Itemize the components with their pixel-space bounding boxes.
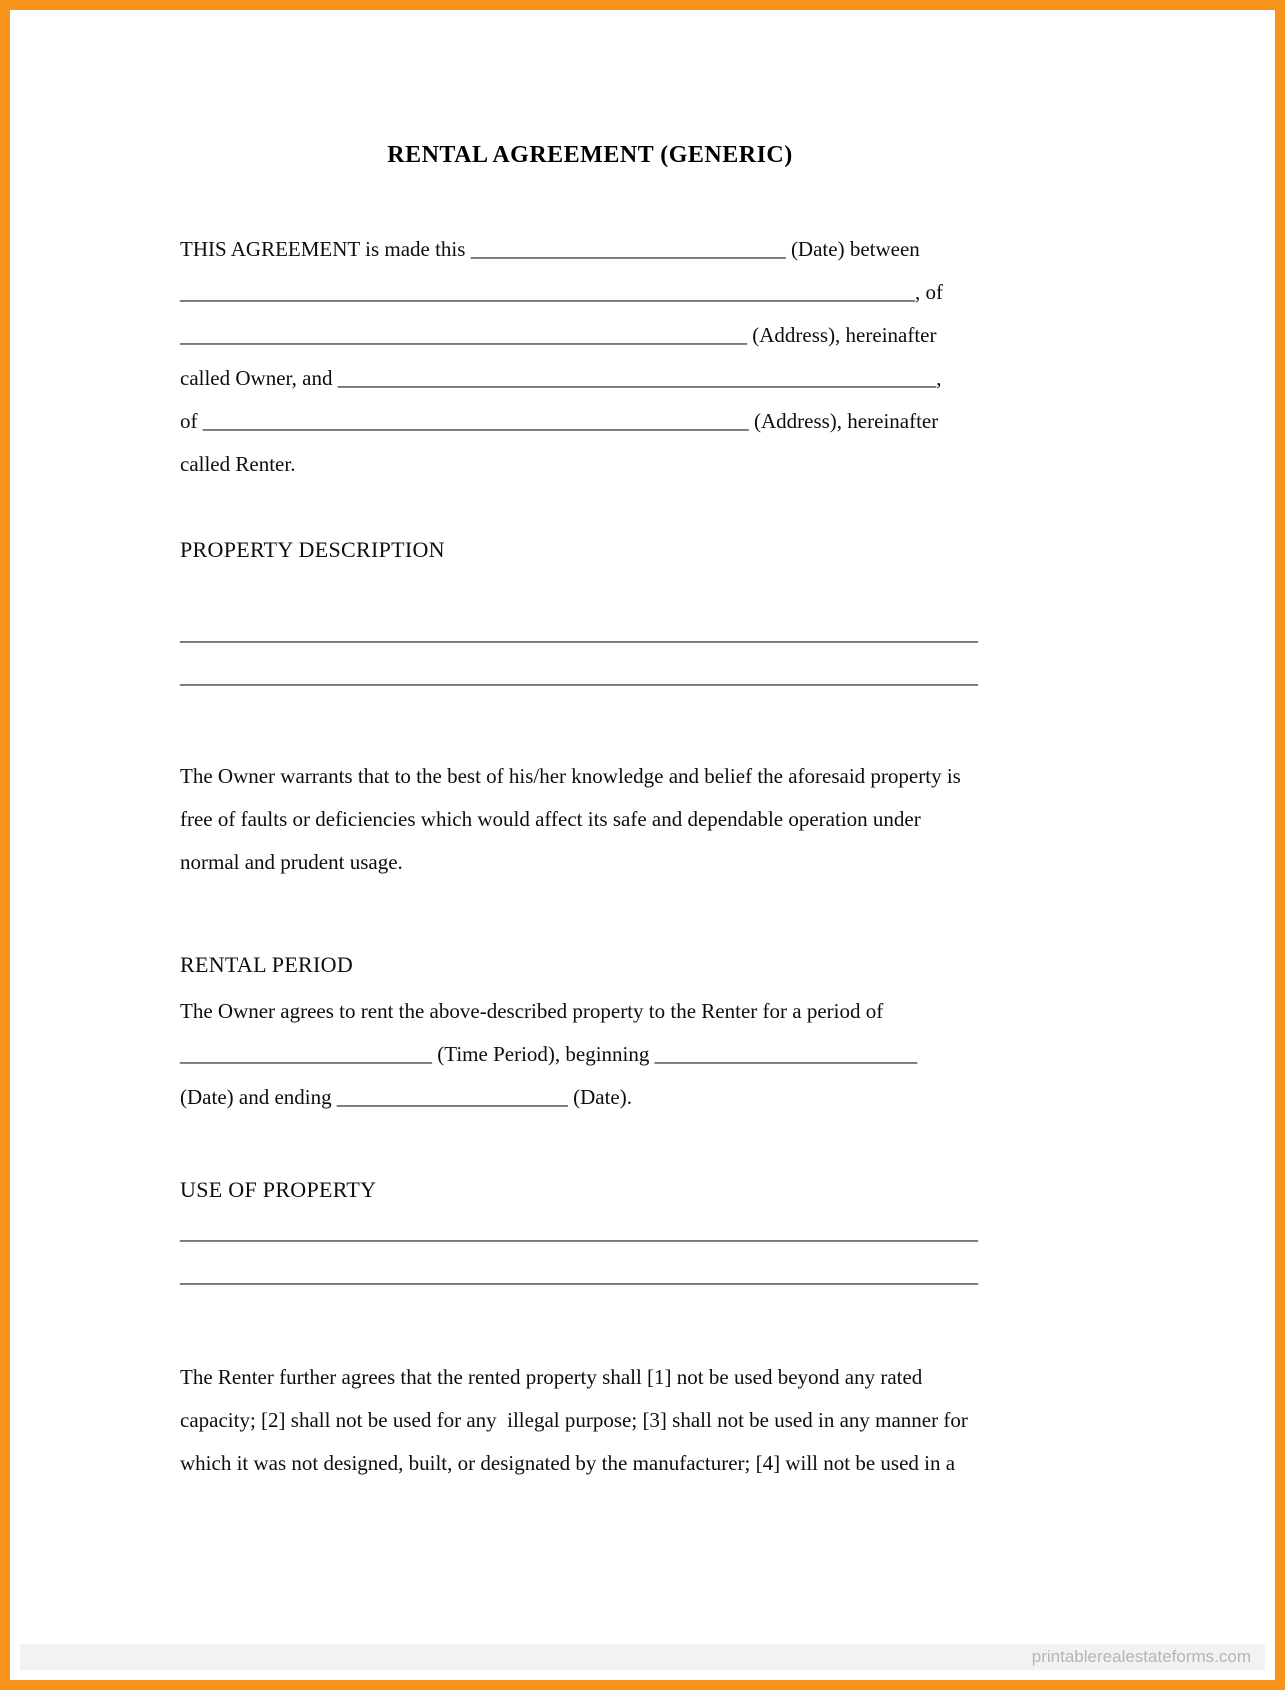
warranty-paragraph: [180, 755, 1000, 884]
rental-period-paragraph: [180, 990, 1000, 1119]
renter-obligations-paragraph: [180, 1356, 1000, 1485]
text-line: which it was not designed, built, or designated by the manufacturer; [4] will not be used in a: [180, 1451, 956, 1475]
text-line: THIS AGREEMENT is made this ______________________________ (Date) between: [180, 237, 920, 261]
text-line: ____________________________________________________________________________: [180, 664, 978, 688]
text-line: ______________________________________________________________________, of: [180, 280, 943, 304]
text-line: The Owner warrants that to the best of his/her knowledge and belief the aforesaid property is: [180, 764, 961, 788]
use-of-property-fill-lines: [180, 1211, 1000, 1297]
property-description-heading: PROPERTY DESCRIPTION: [180, 537, 445, 562]
text-line: capacity; [2] shall not be used for any illegal purpose; [3] shall not be used in any manner for: [180, 1408, 968, 1432]
text-line: free of faults or deficiencies which would affect its safe and dependable operation under: [180, 807, 921, 831]
text-line: of ____________________________________________________ (Address), hereinafter: [180, 409, 939, 433]
footer-watermark-bar: [20, 1644, 1265, 1670]
text-line: The Renter further agrees that the rented property shall [1] not be used beyond any rated: [180, 1365, 923, 1389]
use-of-property-heading: USE OF PROPERTY: [180, 1177, 377, 1202]
text-line: The Owner agrees to rent the above-described property to the Renter for a period of: [180, 999, 884, 1023]
text-line: ________________________ (Time Period), beginning _________________________: [180, 1042, 918, 1066]
rental-period-heading: RENTAL PERIOD: [180, 952, 354, 977]
intro-paragraph: [180, 228, 1000, 486]
document-content: [10, 10, 1000, 1485]
text-line: called Owner, and _________________________________________________________,: [180, 366, 942, 390]
text-line: ____________________________________________________________________________: [180, 1263, 978, 1287]
document-title: RENTAL AGREEMENT (GENERIC): [387, 142, 793, 168]
footer-site-text: printablerealestateforms.com: [1031, 1647, 1251, 1666]
text-line: (Date) and ending ______________________ (Date).: [180, 1085, 632, 1109]
text-line: called Renter.: [180, 452, 296, 476]
text-line: ____________________________________________________________________________: [180, 621, 978, 645]
text-line: ____________________________________________________________________________: [180, 1220, 978, 1244]
text-line: ______________________________________________________ (Address), hereinafter: [180, 323, 937, 347]
property-description-fill-lines: [180, 612, 1000, 698]
text-line: normal and prudent usage.: [180, 850, 403, 874]
